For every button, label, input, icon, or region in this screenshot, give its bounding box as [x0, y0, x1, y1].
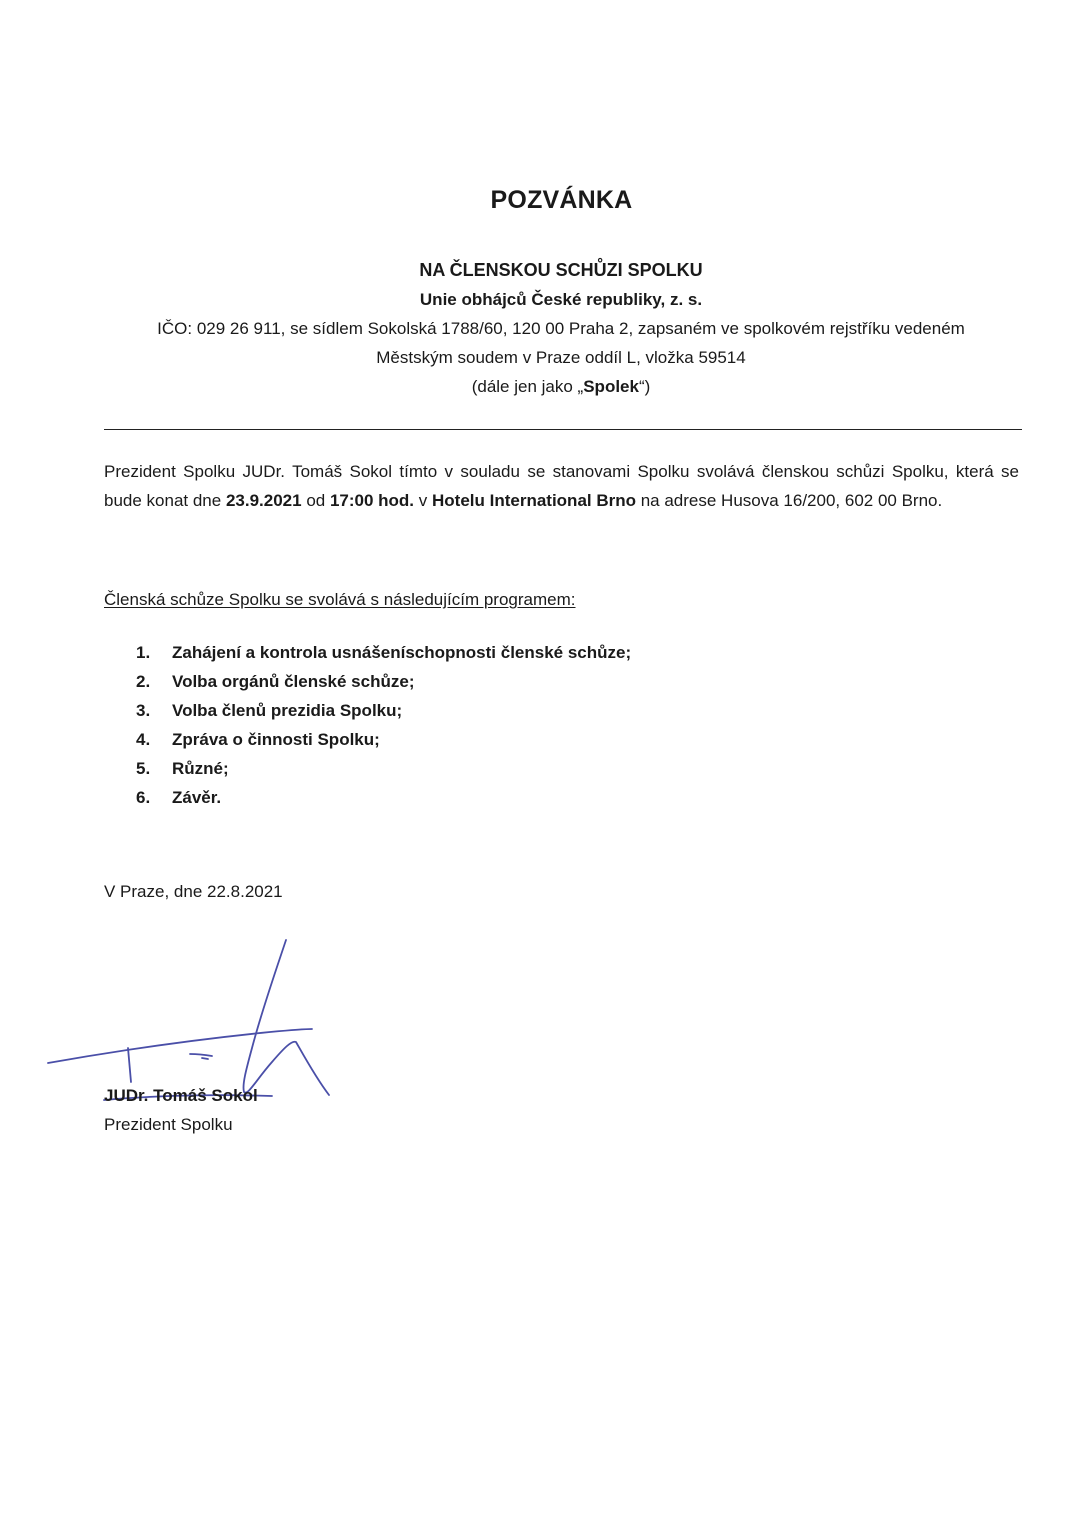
document-title: POZVÁNKA: [490, 186, 633, 214]
agenda-item: [136, 696, 631, 725]
intro-part-1: Prezident Spolku JUDr. Tomáš Sokol tímto v souladu se stanovami Spolku svolává členskou schůzi Spolku, která se bude konat dne: [104, 462, 1019, 510]
agenda-item-number: 6.: [136, 788, 151, 807]
intro-part-2: od: [301, 490, 330, 510]
agenda-item-number: 2.: [136, 672, 151, 691]
intro-part-3: v: [414, 490, 432, 510]
agenda-item: [136, 754, 631, 783]
meeting-date: 23.9.2021: [225, 490, 302, 510]
agenda-item-number: 1.: [136, 643, 151, 662]
agenda-item-text: Zpráva o činnosti Spolku;: [172, 730, 380, 749]
agenda-item-number: 4.: [136, 730, 151, 749]
agenda-item-text: Různé;: [172, 759, 229, 778]
registration-line-2: Městským soudem v Praze oddíl L, vložka 59514: [376, 348, 746, 367]
agenda-item: [136, 638, 631, 667]
agenda-item-number: 3.: [136, 701, 151, 720]
place-and-date: V Praze, dne 22.8.2021: [104, 882, 283, 901]
agenda-item: [136, 667, 631, 696]
agenda-item: [136, 783, 631, 812]
organization-name: Unie obhájců České republiky, z. s.: [419, 290, 703, 309]
meeting-time: 17:00 hod.: [329, 490, 415, 510]
agenda-item-text: Zahájení a kontrola usnášeníschopnosti členské schůze;: [172, 643, 632, 662]
agenda-item-number: 5.: [136, 759, 151, 778]
alias-prefix: (dále jen jako „: [471, 377, 584, 396]
agenda-item-text: Volba členů prezidia Spolku;: [172, 701, 403, 720]
header-divider: [104, 429, 1022, 430]
handwritten-signature: [40, 930, 380, 1110]
agenda-item-text: Volba orgánů členské schůze;: [172, 672, 415, 691]
agenda-item: [136, 725, 631, 754]
meeting-venue: Hotelu International Brno: [432, 490, 636, 510]
document-subtitle: NA ČLENSKOU SCHŮZI SPOLKU: [419, 260, 703, 280]
alias-line: [100, 372, 1022, 401]
registration-line-1: IČO: 029 26 911, se sídlem Sokolská 1788/60, 120 00 Praha 2, zapsaném ve spolkovém rejstříku vedeném: [157, 319, 965, 338]
document-header: [100, 256, 1022, 401]
intro-paragraph: [104, 458, 1019, 515]
alias-name: Spolek: [583, 377, 639, 396]
signer-name: JUDr. Tomáš Sokol: [104, 1086, 258, 1105]
intro-part-4: na adrese Husova 16/200, 602 00 Brno.: [636, 490, 943, 510]
signer-role: Prezident Spolku: [104, 1115, 233, 1134]
agenda-item-text: Závěr.: [172, 788, 222, 807]
alias-suffix: “): [638, 377, 651, 396]
program-heading: Členská schůze Spolku se svolává s následujícím programem:: [104, 590, 576, 609]
agenda-list: [136, 638, 631, 812]
